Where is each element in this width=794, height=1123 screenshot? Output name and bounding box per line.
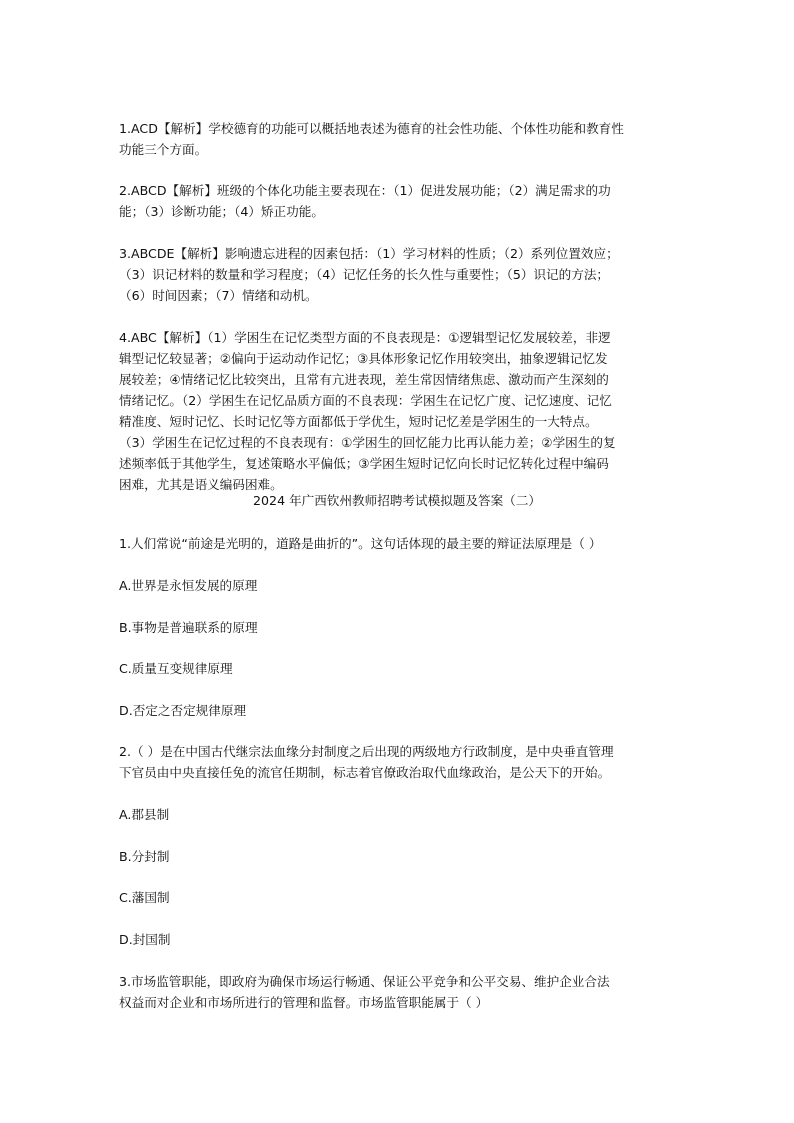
option-d: D.否定之否定规律原理: [119, 703, 247, 718]
question-3: [119, 971, 689, 1013]
question-2: [119, 741, 689, 783]
option-b: B.事物是普遍联系的原理: [119, 620, 258, 635]
question-text: 下官员由中央直接任免的流官任期制，标志着官僚政治取代血缘政治，是公天下的开始。: [119, 765, 611, 780]
question-text: 3.市场监管职能，即政府为确保市场运行畅通、保证公平竞争和公平交易、维护企业合法: [119, 974, 610, 989]
answer-4: [119, 327, 689, 495]
text-line: 情绪记忆。（2）学困生在记忆品质方面的不良表现：学困生在记忆广度、记忆速度、记忆: [119, 393, 612, 408]
text-line: 功能三个方面。: [119, 142, 208, 157]
option-c: C.质量互变规律原理: [119, 661, 233, 676]
text-line: 能；（3）诊断功能；（4）矫正功能。: [119, 204, 324, 219]
text-line: 4.ABC【解析】（1）学困生在记忆类型方面的不良表现是：①逻辑型记忆发展较差，非逻: [119, 330, 611, 345]
text-line: 2.ABCD【解析】班级的个体化功能主要表现在：（1）促进发展功能；（2）满足需求的功: [119, 183, 611, 198]
question-text: 2.（ ）是在中国古代继宗法血缘分封制度之后出现的两级地方行政制度，是中央垂直管理: [119, 744, 614, 759]
option-a: A.郡县制: [119, 807, 170, 822]
option-d: D.封国制: [119, 932, 171, 947]
text-line: （3）学困生在记忆过程的不良表现有：①学困生的回忆能力比再认能力差；②学困生的复: [119, 435, 616, 450]
answer-3: [119, 243, 689, 306]
text-line: 辑型记忆较显著；②偏向于运动动作记忆；③具体形象记忆作用较突出，抽象逻辑记忆发: [119, 351, 608, 366]
option-a: A.世界是永恒发展的原理: [119, 578, 258, 593]
text-line: 展较差；④情绪记忆比较突出，且常有亢进表现，差生常因情绪焦虑、激动而产生深刻的: [119, 372, 609, 387]
text-line: 困难，尤其是语义编码困难。: [119, 477, 283, 492]
option-b: B.分封制: [119, 849, 170, 864]
text-line: 述频率低于其他学生，复述策略水平偏低；③学困生短时记忆向长时记忆转化过程中编码: [119, 456, 609, 471]
text-line: 1.ACD【解析】学校德育的功能可以概括地表述为德育的社会性功能、个体性功能和教育性: [119, 121, 624, 136]
text-line: （6）时间因素；（7）情绪和动机。: [119, 288, 318, 303]
section-title: 2024 年广西钦州教师招聘考试模拟题及答案（二）: [253, 493, 541, 508]
answer-2: [119, 180, 689, 222]
question-text: 权益而对企业和市场所进行的管理和监督。市场监管职能属于（ ）: [119, 995, 489, 1010]
question-text: 1.人们常说“前途是光明的，道路是曲折的”。这句话体现的最主要的辩证法原理是（ ）: [119, 536, 602, 551]
option-c: C.藩国制: [119, 890, 170, 905]
text-line: 精准度、短时记忆、长时记忆等方面都低于学优生，短时记忆差是学困生的一大特点。: [119, 414, 598, 429]
text-line: （3）识记材料的数量和学习程度；（4）记忆任务的长久性与重要性；（5）识记的方法；: [119, 267, 610, 282]
question-1: [119, 533, 689, 554]
text-line: 3.ABCDE【解析】影响遗忘进程的因素包括：（1）学习材料的性质；（2）系列位置效应；: [119, 246, 619, 261]
answer-1: [119, 118, 689, 160]
